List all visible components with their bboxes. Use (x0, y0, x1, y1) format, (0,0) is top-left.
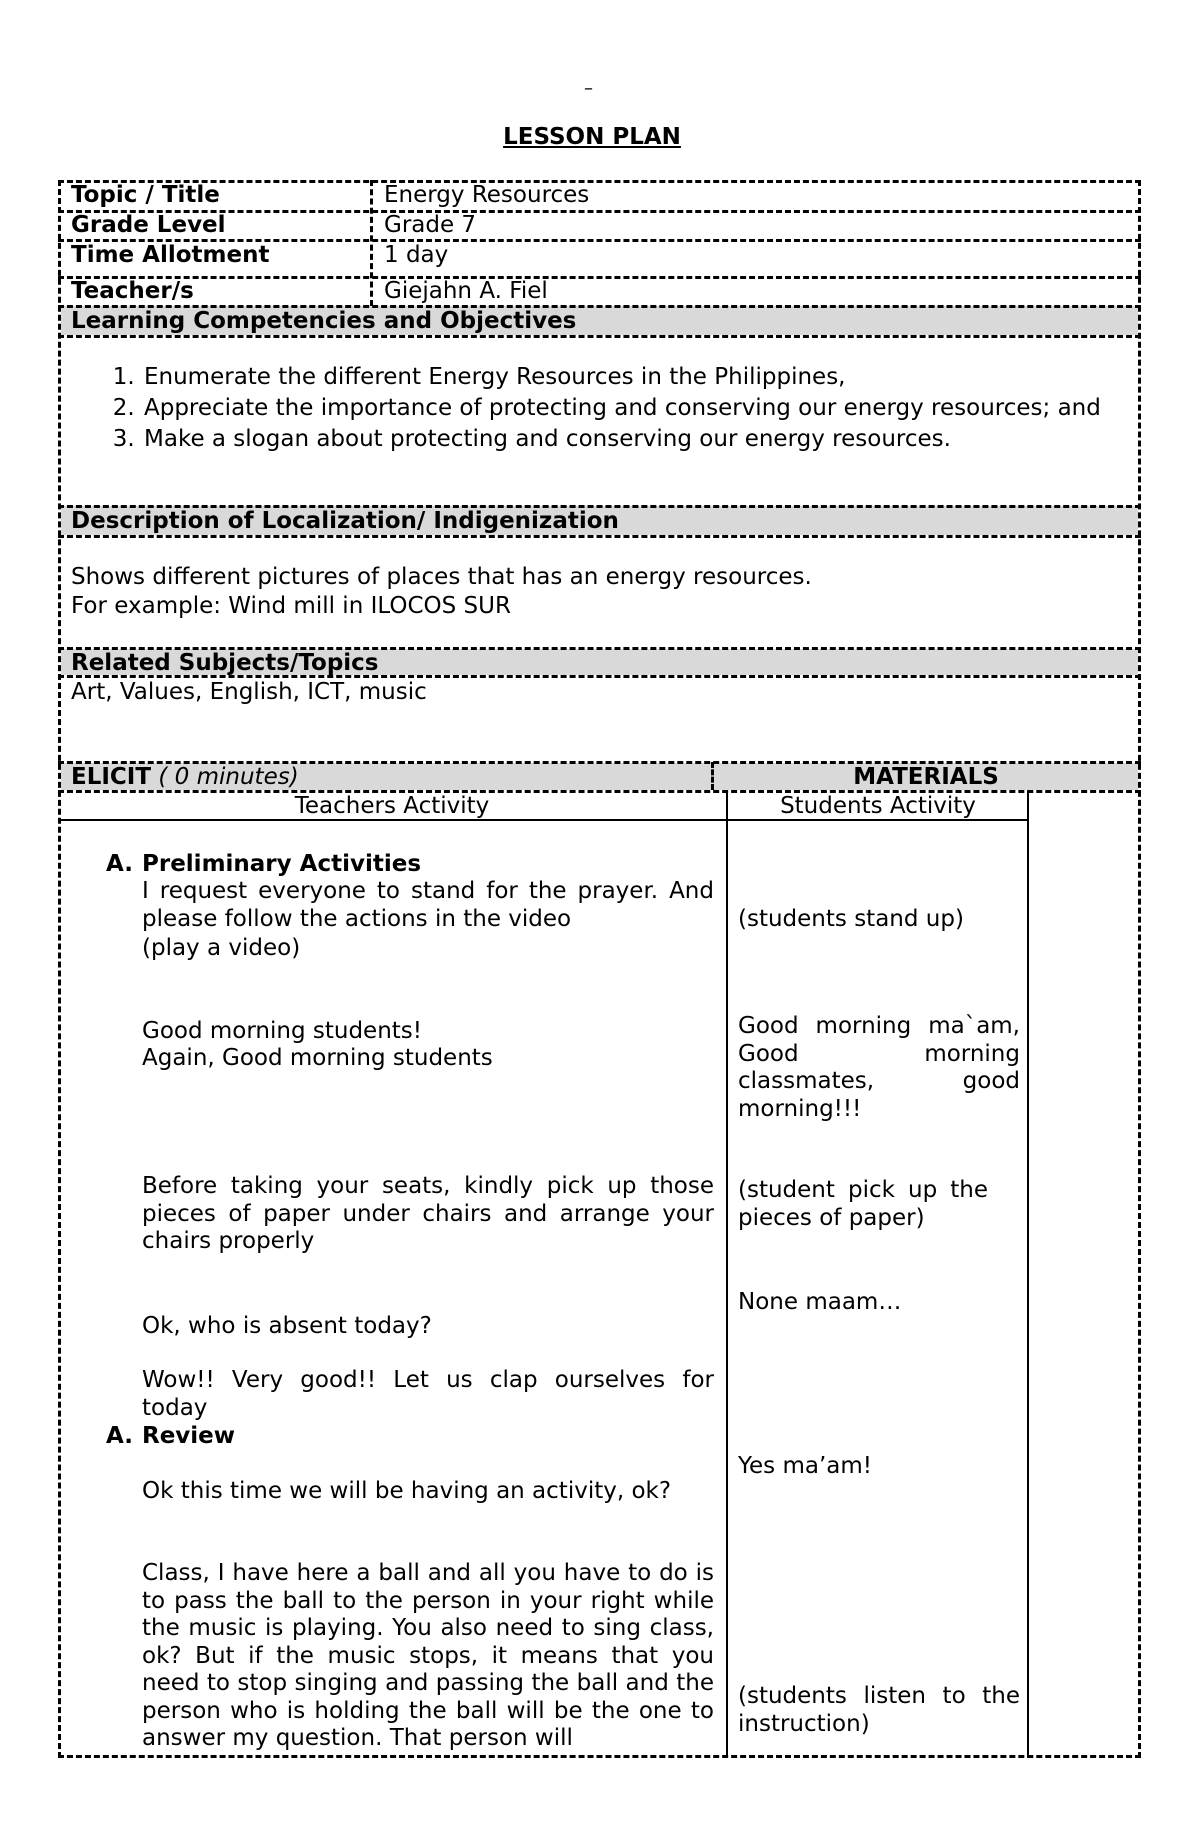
section-a-marker: A. (106, 851, 133, 877)
section-a-title: Preliminary Activities (142, 851, 422, 877)
teacher-greet-1: Good morning students! (142, 1018, 422, 1044)
localization-line-2: For example: Wind mill in ILOCOS SUR (71, 593, 511, 619)
teacher-play-video: (play a video) (142, 935, 301, 961)
objective-item: 1. Enumerate the different Energy Resources in the Philippines, (142, 362, 1101, 393)
teacher-clap-text: Wow!! Very good!! Let us clap ourselves for today (142, 1367, 714, 1421)
student-stand-response: (students stand up) (738, 906, 964, 932)
row-divider (58, 535, 1141, 538)
objective-item: 3. Make a slogan about protecting and conserving our energy resources. (142, 424, 1101, 455)
elicit-minutes: ( 0 minutes) (158, 764, 299, 790)
row-divider (58, 335, 1141, 338)
student-absent-response: None maam… (738, 1289, 902, 1315)
grade-label: Grade Level (71, 212, 226, 238)
section-review-title: Review (142, 1423, 236, 1449)
student-yes-response: Yes ma’am! (738, 1453, 872, 1479)
students-activity-header: Students Activity (780, 793, 976, 819)
teacher-seats-text: Before taking your seats, kindly pick up those pieces of paper under chairs and arrange your chairs properly (142, 1173, 714, 1254)
header-dash: – (584, 78, 593, 99)
topic-value: Energy Resources (384, 182, 590, 208)
objectives-heading: Learning Competencies and Objectives (71, 308, 577, 334)
section-review-marker: A. (106, 1423, 133, 1449)
related-heading: Related Subjects/Topics (71, 650, 379, 676)
teacher-absent-question: Ok, who is absent today? (142, 1313, 432, 1339)
objective-item: 2. Appreciate the importance of protecting and conserving our energy resources; and (142, 393, 1101, 424)
student-paper-response: (student pick up the pieces of paper) (738, 1177, 988, 1231)
teacher-label: Teacher/s (71, 278, 194, 304)
elicit-heading (71, 763, 299, 791)
topic-label: Topic / Title (71, 182, 220, 208)
column-divider (1027, 790, 1029, 1758)
teacher-greet-2: Again, Good morning students (142, 1045, 493, 1071)
student-listen-response: (students listen to the instruction) (738, 1683, 1020, 1737)
student-greet-response: Good morning ma`am, Good morning classmates, good morning!!! (738, 1013, 1020, 1122)
grade-value: Grade 7 (384, 212, 477, 238)
elicit-label: ELICIT (71, 764, 152, 790)
teacher-value: Giejahn A. Fiel (384, 278, 548, 304)
related-value: Art, Values, English, ICT, music (71, 679, 427, 705)
page-title: LESSON PLAN (503, 124, 681, 150)
column-divider (370, 180, 373, 306)
teachers-activity-header: Teachers Activity (294, 793, 490, 819)
time-label: Time Allotment (71, 242, 270, 268)
teacher-ball-instructions: Class, I have here a ball and all you have to do is to pass the ball to the person in your right while the music is playing. You also need to sing class, ok? But if the music stops, it means that you need to stop singing and passing the ball and the person who is holding the ball will be the one to answer my question. That person will (142, 1560, 714, 1751)
row-divider (58, 276, 1141, 279)
objectives-list (94, 362, 1101, 455)
column-divider (726, 790, 728, 1758)
time-value: 1 day (384, 242, 449, 268)
materials-heading: MATERIALS (853, 764, 999, 790)
localization-heading: Description of Localization/ Indigenization (71, 508, 619, 534)
localization-line-1: Shows different pictures of places that has an energy resources. (71, 564, 812, 590)
teacher-activity-question: Ok this time we will be having an activity, ok? (142, 1478, 672, 1504)
teacher-prayer-text: I request everyone to stand for the prayer. And please follow the actions in the video (142, 878, 714, 932)
